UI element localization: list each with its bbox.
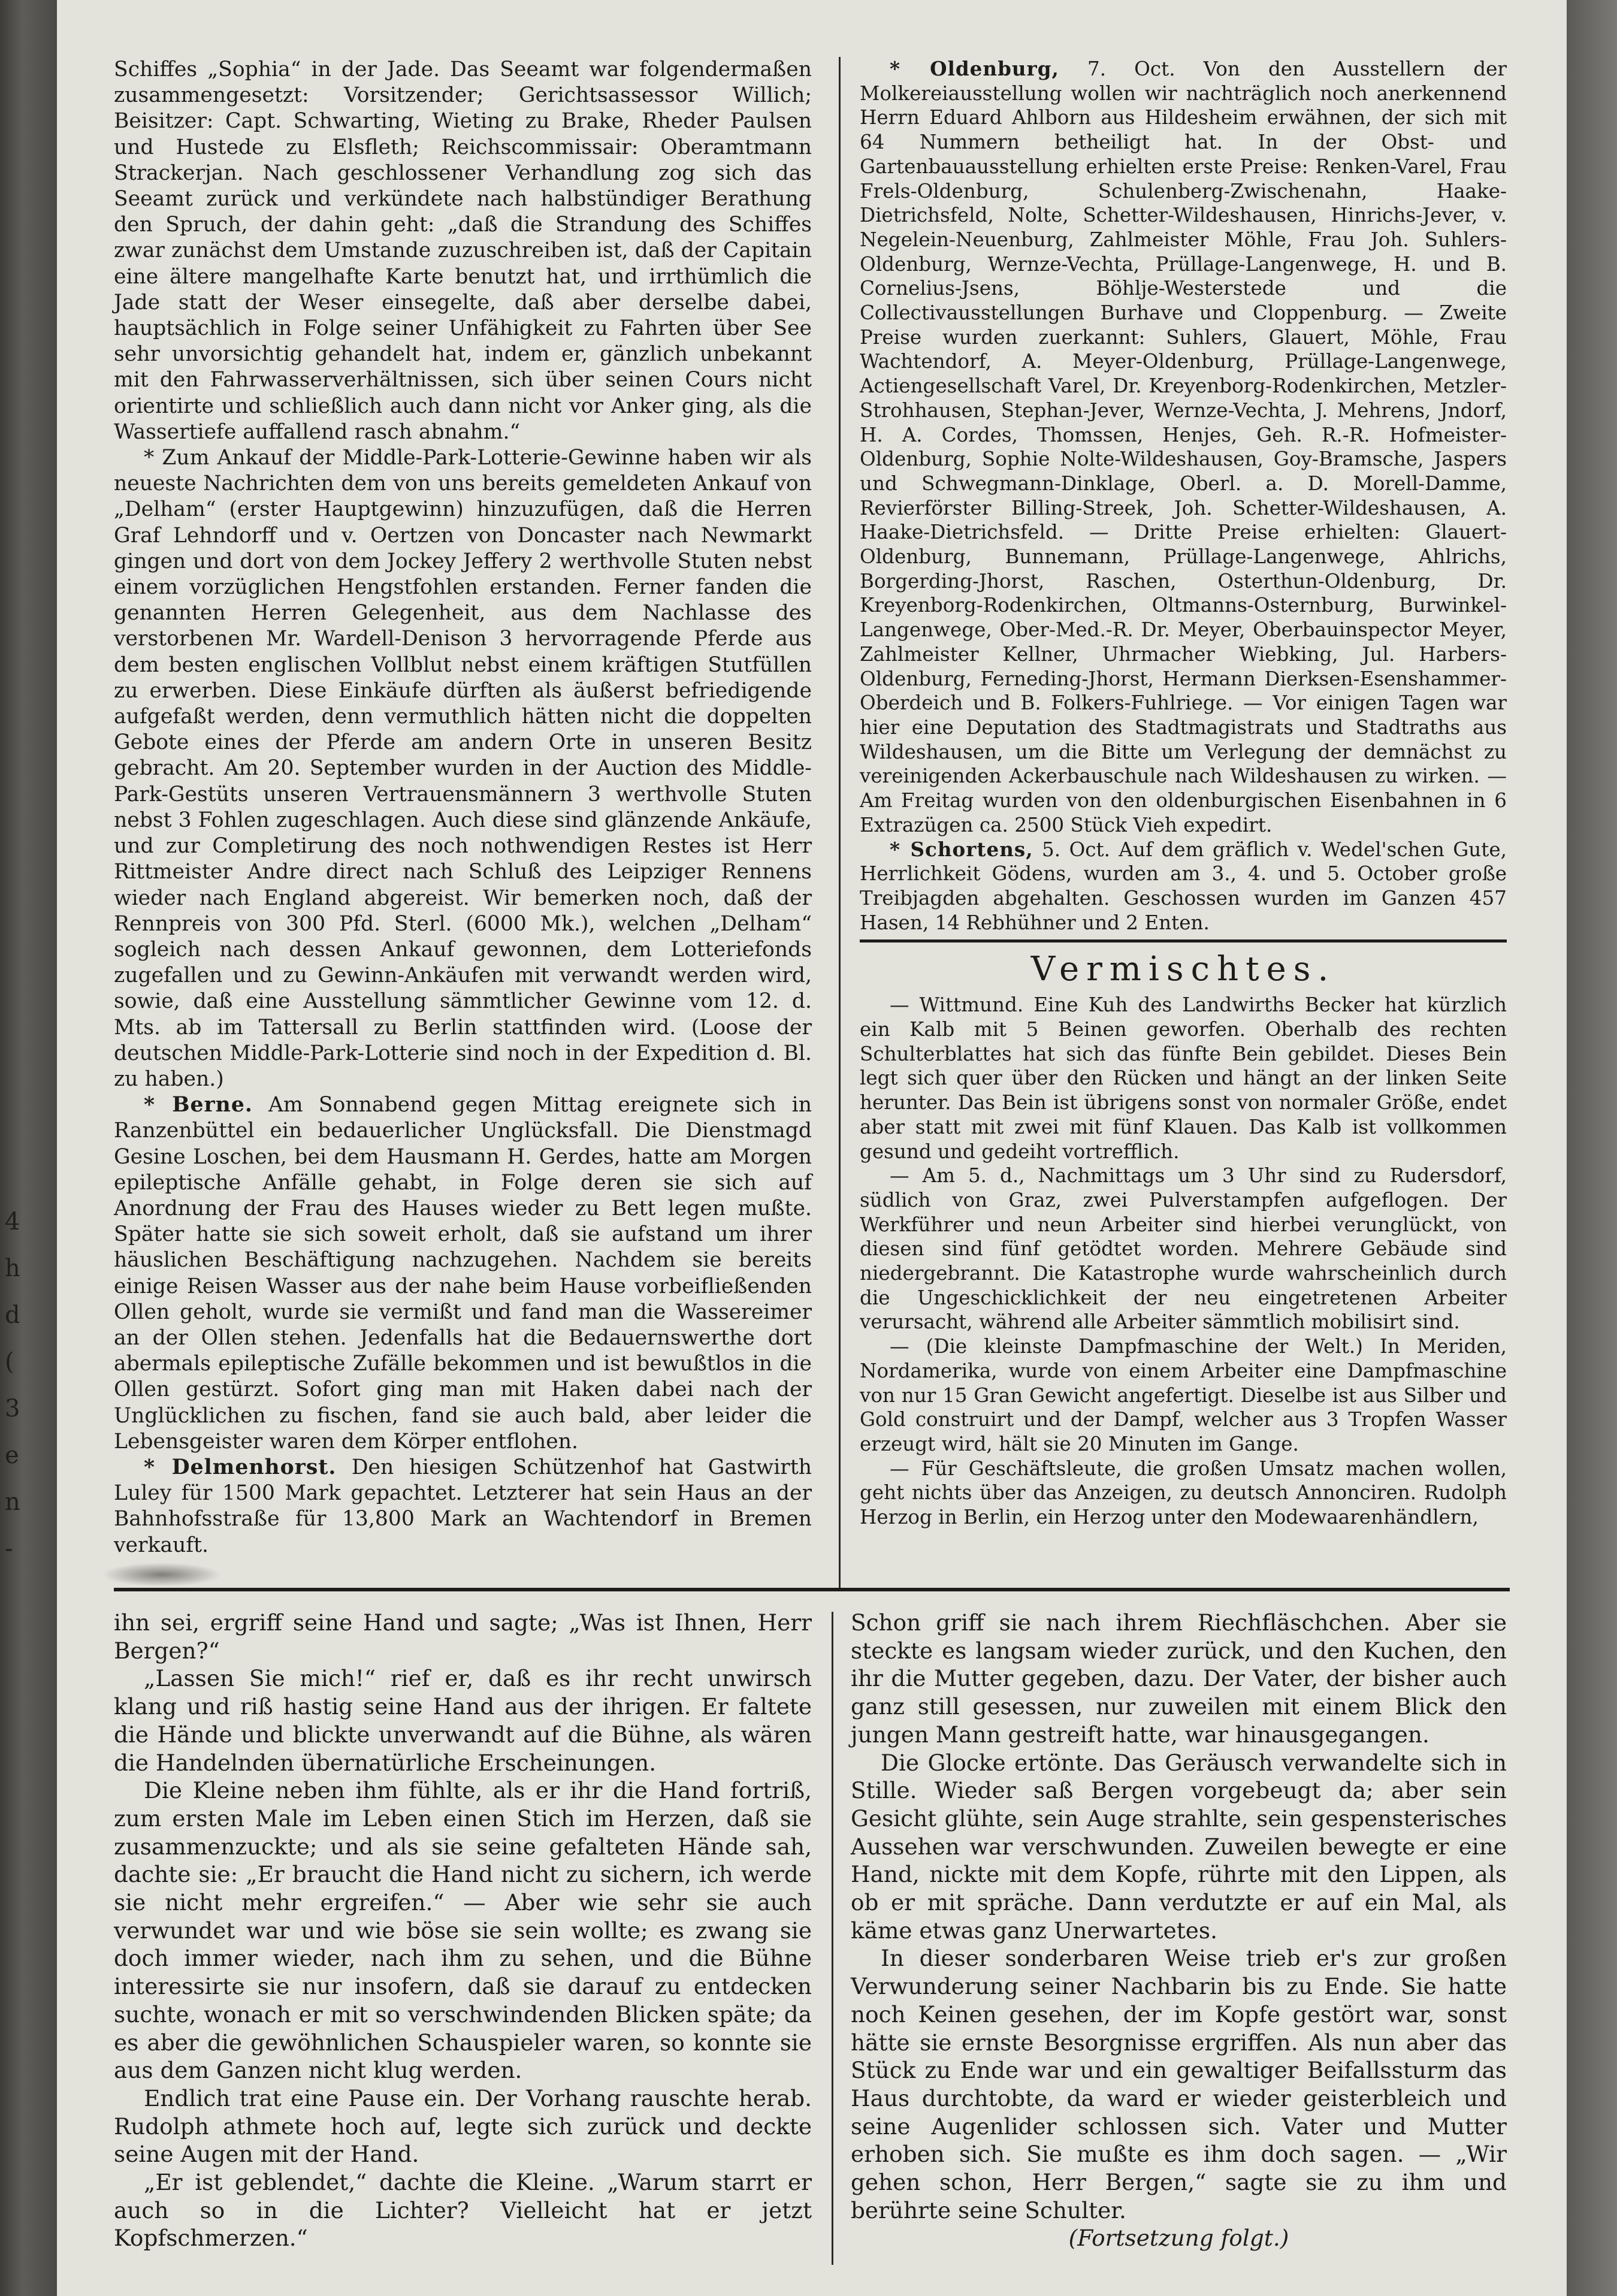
gutter-margin-letters: [5, 1198, 29, 1572]
article-berne: [114, 1092, 812, 1455]
column-divider: [839, 57, 841, 1591]
gutter-letter: h: [5, 1255, 20, 1282]
gutter-letter: n: [5, 1488, 20, 1516]
section-rule: [860, 939, 1507, 942]
article-body: 7. Oct. Von den Ausstellern der Molkereiausstellung wollen wir nachträglich noch anerkennend Herrn Eduard Ahlborn aus Hildesheim erwähnen, der sich mit 64 Nummern betheiligt hat. In der Obst- und Gartenbauausstellung erhielten erste Preise: Renken-Varel, Frau Frels-Oldenburg, Schulenberg-Zwischenahn, Haake-Dietrichsfeld, Nolte, Schetter-Wildeshausen, Hinrichs-Jever, v. Negelein-Neuenburg, Zahlmeister Möhle, Frau Joh. Suhlers-Oldenburg, Wernze-Vechta, Prüllage-Langenwege, H. und B. Cornelius-Jsens, Böhlje-Westerstede und die Collectivausstellungen Burhave und Cloppenburg. — Zweite Preise wurden zuerkannt: Suhlers, Glauert, Möhle, Frau Wachtendorf, A. Meyer-Oldenburg, Prüllage-Langenwege, Actiengesellschaft Varel, Dr. Kreyenborg-Rodenkirchen, Metzler-Strohhausen, Stephan-Jever, Wernze-Vechta, J. Mehrens, Jndorf, H. A. Cordes, Thomssen, Henjes, Geh. R.-R. Hofmeister-Oldenburg, Sophie Nolte-Wildeshausen, Goy-Bramsche, Jaspers und Schwegmann-Dinklage, Oberl. a. D. Morell-Damme, Revierförster Billing-Streek, Joh. Schetter-Wildeshausen, A. Haake-Dietrichsfeld. — Dritte Preise erhielten: Glauert-Oldenburg, Bunnemann, Prüllage-Langenwege, Ahlrichs, Borgerding-Jhorst, Raschen, Osterthun-Oldenburg, Dr. Kreyenborg-Rodenkirchen, Oltmanns-Osternburg, Burwinkel-Langenwege, Ober-Med.-R. Dr. Meyer, Oberbauinspector Meyer, Zahlmeister Kellner, Uhrmacher Wiebking, Jul. Harbers-Oldenburg, Ferneding-Jhorst, Hermann Dierksen-Esenshammer-Oberdeich und B. Folkers-Fuhlriege. — Vor einigen Tagen war hier eine Deputation des Stadtmagistrats und Stadtraths aus Wildeshausen, um die Bitte um Verlegung der demnächst zu vereinigenden Ackerbauschule nach Wildeshausen zu wirken. — Am Freitag wurden von den oldenburgischen Eisenbahnen in 6 Extrazügen ca. 2500 Stück Vieh expedirt.: [860, 58, 1507, 836]
article-body: Am Sonnabend gegen Mittag ereignete sich in Ranzenbüttel ein bedauerlicher Unglücksfall. Die Dienstmagd Gesine Loschen, bei dem Hausmann H. Gerdes, hatte am Morgen epileptische Anfälle gehabt, in Folge deren sie sich auf Anordnung der Frau des Hauses wieder zu Bett legen mußte. Später hatte sie sich soweit erholt, daß sie aufstand um ihrer häuslichen Beschäftigung nachzugehen. Nachdem sie bereits einige Reisen Wasser aus der nahe beim Hause vorbeifließenden Ollen geholt, wurde sie vermißt und fand man die Wassereimer an der Ollen stehen. Jedenfalls hat die Bedauernswerthe dort abermals epileptische Zufälle bekommen und ist bewußtlos in die Ollen gestürzt. Sofort ging man mit Haken dabei nach der Unglücklichen zu fischen, fand sie auch bald, aber leider die Lebensgeister waren dem Körper entflohen.: [114, 1093, 812, 1454]
gutter-letter: e: [5, 1442, 19, 1469]
article-body: 5. Oct. Auf dem gräflich v. Wedel'schen Gute, Herrlichkeit Gödens, wurden am 3., 4. und 5. October große Treibjagden abgehalten. Geschossen wurden im Ganzen 457 Hasen, 14 Rebhühner und 2 Enten.: [860, 838, 1507, 934]
news-column-right: [860, 57, 1507, 1530]
article-lead: * Schortens,: [890, 837, 1033, 861]
article-body: Den hiesigen Schützenhof hat Gastwirth Luley für 1500 Mark gepachtet. Letzterer hat sein Haus an der Bahnhofsstraße für 13,800 Mark an Wachtendorf in Bremen verkauft.: [114, 1455, 812, 1557]
vermischtes-item: — Am 5. d., Nachmittags um 3 Uhr sind zu Rudersdorf, südlich von Graz, zwei Pulverstampfen aufgeflogen. Der Werkführer und neun Arbeiter sind hierbei verunglückt, von diesen sind fünf getödtet worden. Mehrere Gebäude sind niedergebrannt. Die Katastrophe wurde wahrscheinlich durch die Ungeschicklichkeit der neu eingetretenen Arbeiter verursacht, während alle Arbeiter sämmtlich mobilisirt sind.: [860, 1164, 1507, 1334]
feuilleton-paragraph: Schon griff sie nach ihrem Riechfläschchen. Aber sie steckte es langsam wieder zurück, und den Kuchen, den ihr die Mutter gegeben, dazu. Der Vater, der bisher auch ganz still gesessen, nur zuweilen mit einem Blick den jungen Mann gestreift hatte, war hinausgegangen.: [851, 1609, 1507, 1748]
feuilleton-column-right: [851, 1609, 1507, 2252]
article-delmenhorst: [114, 1455, 812, 1558]
feuilleton-paragraph: ihn sei, ergriff seine Hand und sagte; „Was ist Ihnen, Herr Bergen?“: [114, 1609, 812, 1664]
article-middle-park: * Zum Ankauf der Middle-Park-Lotterie-Gewinne haben wir als neueste Nachrichten dem von uns bereits gemeldeten Ankauf von „Delham“ (erster Hauptgewinn) hinzuzufügen, daß die Herren Graf Lehndorff und v. Oertzen von Doncaster nach Newmarkt gingen und dort von dem Jockey Jeffery 2 werthvolle Stuten nebst einem vorzüglichen Hengstfohlen erstanden. Ferner fanden die genannten Herren Gelegenheit, aus dem Nachlasse des verstorbenen Mr. Wardell-Denison 3 hervorragende Pferde aus dem besten englischen Vollblut nebst einem kräftigen Stutfüllen zu erwerben. Diese Einkäufe dürften als äußerst befriedigende aufgefaßt werden, denn vermuthlich hätten nicht die doppelten Gebote eines der Pferde am andern Orte in unseren Besitz gebracht. Am 20. September wurden in der Auction des Middle-Park-Gestüts unseren Vertrauensmännern 3 werthvolle Stuten nebst 3 Fohlen zugeschlagen. Auch diese sind glänzende Ankäufe, und zur Completirung des noch nothwendigen Restes ist Herr Rittmeister Andre direct nach Schluß des Leipziger Rennens wieder nach England abgereist. Wir bemerken noch, daß der Rennpreis von 300 Pfd. Sterl. (6000 Mk.), welchen „Delham“ sogleich nach dessen Ankauf gewonnen, dem Lotteriefonds zugefallen und zu Gewinn-Ankäufen mit verwandt werden wird, sowie, daß eine Ausstellung sämmtlicher Gewinne vom 12. d. Mts. ab im Tattersall zu Berlin stattfinden wird. (Loose der deutschen Middle-Park-Lotterie sind noch in der Expedition d. Bl. zu haben.): [114, 446, 812, 1091]
feuilleton-paragraph: „Lassen Sie mich!“ rief er, daß es ihr recht unwirsch klang und riß hastig seine Hand aus der ihrigen. Er faltete die Hände und blickte unverwandt auf die Bühne, als wären die Handelnden übernatürliche Erscheinungen.: [114, 1665, 812, 1776]
feuilleton-column-left: [114, 1609, 812, 2252]
feuilleton-paragraph: „Er ist geblendet,“ dachte die Kleine. „Warum starrt er auch so in die Lichter? Vielleicht hat er jetzt Kopfschmerzen.“: [114, 2169, 812, 2252]
page-edge-shadow: [1567, 0, 1617, 2296]
feuilleton-paragraph: Die Kleine neben ihm fühlte, als er ihr die Hand fortriß, zum ersten Male im Leben einen Stich im Herzen, daß sie zusammenzuckte; und als sie seine gefalteten Hände sah, dachte sie: „Er braucht die Hand nicht zu sichern, ich werde sie nicht mehr ergreifen.“ — Aber wie sehr sie auch verwundet war und wie böse sie sein wollte; es zwang sie doch immer wieder, nach ihm zu sehen, und die Bühne interessirte sie nur insofern, daß sie darauf zu entdecken suchte, wonach er mit so verschwindenden Blicken späte; da es aber die gewöhnlichen Schauspieler waren, so konnte sie aus dem Ganzen nicht klug werden.: [114, 1777, 812, 2084]
news-column-left: [114, 57, 812, 1558]
feuilleton-paragraph: Endlich trat eine Pause ein. Der Vorhang rauschte herab. Rudolph athmete hoch auf, legte sich zurück und deckte seine Augen mit der Hand.: [114, 2084, 812, 2168]
article-seeamt: Schiffes „Sophia“ in der Jade. Das Seeamt war folgendermaßen zusammengesetzt: Vorsitzender; Gerichtsassessor Willich; Beisitzer: Capt. Schwarting, Wieting zu Brake, Rheder Paulsen und Hustede zu Elsfleth; Reichscommissair: Oberamtmann Strackerjan. Nach geschlossener Verhandlung zog sich das Seeamt zurück und verkündete nach halbstündiger Berathung den Spruch, der dahin geht: „daß die Strandung des Schiffes zwar zunächst dem Umstande zuzuschreiben ist, daß der Capitain eine ältere mangelhafte Karte benutzt hat, und irrthümlich die Jade statt der Weser einsegelte, daß aber derselbe dabei, hauptsächlich in Folge seiner Unfähigkeit zu Fahrten über See sehr unvorsichtig gehandelt hat, indem er, gänzlich unbekannt mit den Fahrwasserverhältnissen, sich über seinen Cours nicht orientirte und schließlich auch dann nicht vor Anker ging, als die Wassertiefe auffallend rasch abnahm.“: [114, 58, 812, 444]
gutter-letter: 3: [5, 1395, 20, 1422]
vermischtes-item: — Für Geschäftsleute, die großen Umsatz machen wollen, geht nichts über das Anzeigen, zu deutsch Annonciren. Rudolph Herzog in Berlin, ein Herzog unter den Modewaarenhändlern,: [860, 1457, 1507, 1529]
article-lead: * Delmenhorst.: [144, 1455, 337, 1479]
vermischtes-heading: Vermischtes.: [1030, 950, 1336, 989]
gutter-letter: -: [5, 1535, 13, 1563]
book-gutter: [0, 0, 57, 2296]
gutter-letter: 4: [5, 1208, 20, 1235]
article-schortens: [860, 838, 1507, 935]
vermischtes-item: — Wittmund. Eine Kuh des Landwirths Becker hat kürzlich ein Kalb mit 5 Beinen geworfen. Oberhalb des rechten Schulterblattes hat sich das fünfte Bein gebildet. Dieses Bein legt sich quer über den Rücken und hängt an der linken Seite herunter. Das Bein ist übrigens sonst von normaler Größe, endet aber statt mit zwei mit fünf Klauen. Das Kalb ist vollkommen gesund und gedeiht vortrefflich.: [860, 993, 1507, 1163]
article-lead: * Berne.: [144, 1093, 253, 1117]
feuilleton-column-divider: [832, 1612, 833, 2265]
article-oldenburg: [860, 57, 1507, 838]
ornament-smudge: [102, 1563, 222, 1587]
feuilleton-paragraph: Die Glocke ertönte. Das Geräusch verwandelte sich in Stille. Wieder saß Bergen vorgebeugt da; aber sein Gesicht glühte, sein Auge strahlte, sein gespensterisches Aussehen war verschwunden. Zuweilen bewegte er eine Hand, nickte mit dem Kopfe, rührte mit den Lippen, als ob er mit spräche. Dann verdutzte er auf ein Mal, als käme etwas ganz Unerwartetes.: [851, 1749, 1507, 1944]
gutter-letter: d: [5, 1301, 20, 1329]
continuation-note: (Fortsetzung folgt.): [1068, 2225, 1289, 2252]
article-lead: * Oldenburg,: [890, 57, 1059, 80]
vermischtes-item: — (Die kleinste Dampfmaschine der Welt.) In Meriden, Nordamerika, wurde von einem Arbeiter eine Dampfmaschine von nur 15 Gran Gewicht angefertigt. Dieselbe ist aus Silber und Gold construirt und der Dampf, welcher aus 3 Tropfen Wasser erzeugt wird, hält sie 20 Minuten im Gange.: [860, 1335, 1507, 1455]
feuilleton-divider: [114, 1588, 1510, 1591]
gutter-letter: (: [5, 1348, 14, 1376]
newspaper-page: [57, 0, 1567, 2296]
feuilleton-paragraph: In dieser sonderbaren Weise trieb er's zur großen Verwunderung seiner Nachbarin bis zu Ende. Sie hatte noch Keinen gesehen, der im Kopfe gestört war, sonst hätte sie ernste Besorgnisse ergriffen. Als nun aber das Stück zu Ende war und ein gewaltiger Beifallssturm das Haus durchtobte, da ward er wieder geisterbleich und seine Augenlider schlossen sich. Vater und Mutter erhoben sich. Sie mußte es ihm doch sagen. — „Wir gehen schon, Herr Bergen,“ sagte sie zu ihm und berührte seine Schulter.: [851, 1945, 1507, 2224]
